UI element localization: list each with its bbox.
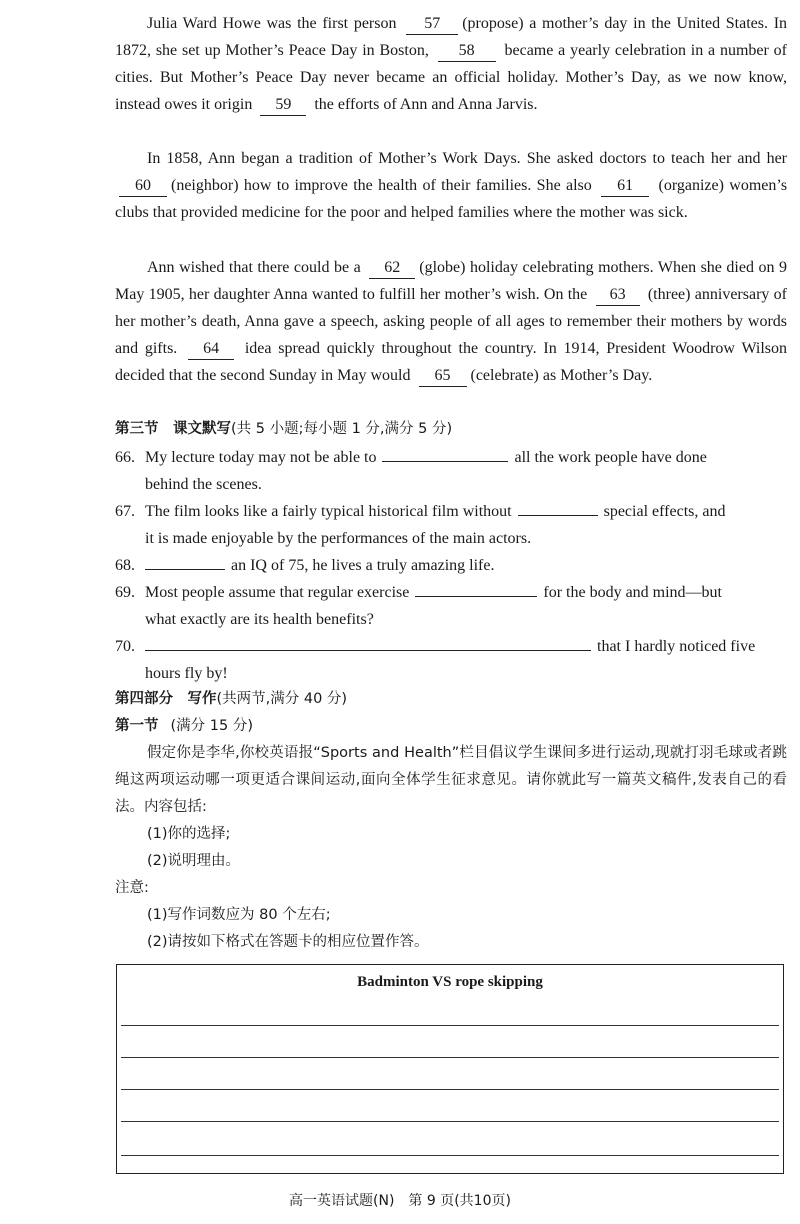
- question-number: 67.: [115, 503, 135, 520]
- writing-prompt: 假定你是李华,你校英语报“Sports and Health”栏目倡议学生课间多进行运动,现就打羽毛球或者跳绳这两项运动哪一项更适合课间运动,面向全体学生征求意见。请你就此写一篇英文稿件,发表自己的看法。内容包括:: [115, 745, 787, 815]
- writing-line: [121, 1155, 779, 1156]
- blank-62: 62: [369, 258, 415, 279]
- passage-paragraph-2: [115, 145, 787, 226]
- blank-65: 65: [419, 366, 467, 387]
- question-66: [115, 443, 787, 498]
- text: anniversary of her mother’s death, Anna gave a speech, asking people of all ages to remember their mothers by words and gifts.: [115, 286, 788, 357]
- writing-line: [121, 1121, 779, 1122]
- text: special effects, and: [603, 503, 726, 520]
- text-line-2: what exactly are its health benefits?: [145, 611, 374, 628]
- text: all the work people have done: [514, 449, 707, 466]
- text-line-2: it is made enjoyable by the performances of the main actors.: [145, 530, 532, 547]
- writing-line: [121, 1057, 779, 1058]
- title-text: 第三节 课文默写: [115, 421, 231, 437]
- answer-blank-70: [145, 632, 591, 651]
- text-line-2: hours fly by!: [145, 665, 228, 682]
- question-68: [115, 551, 787, 579]
- question-number: 69.: [115, 584, 135, 601]
- text-line-2: behind the scenes.: [145, 476, 262, 493]
- hint-57: (propose): [462, 15, 524, 32]
- passage-paragraph-3: [115, 254, 787, 389]
- title-note: (满分 15 分): [170, 718, 253, 734]
- question-number: 68.: [115, 557, 135, 574]
- writing-point-1: (1)你的选择;: [147, 826, 231, 842]
- writing-line: [121, 1025, 779, 1026]
- hint-63: (three): [647, 286, 691, 303]
- writing-line: [121, 1089, 779, 1090]
- notice-1: (1)写作词数应为 80 个左右;: [147, 907, 331, 923]
- notice-2: (2)请按如下格式在答题卡的相应位置作答。: [147, 934, 429, 950]
- answer-blank-67: [518, 497, 598, 516]
- blank-58: 58: [438, 41, 496, 62]
- passage-paragraph-1: [115, 10, 787, 118]
- text: as Mother’s Day.: [542, 367, 653, 384]
- text: holiday celebrating mothers. When she died on 9 May 1905, her daughter Anna wanted to fulfill her mother’s wish. On the: [115, 259, 788, 303]
- writing-point-2: (2)说明理由。: [147, 853, 241, 869]
- text: the efforts of Ann and Anna Jarvis.: [314, 96, 538, 113]
- hint-62: (globe): [419, 259, 466, 276]
- text: The film looks like a fairly typical historical film without: [145, 503, 512, 520]
- notice-label: 注意:: [115, 880, 149, 896]
- answer-blank-68: [145, 551, 225, 570]
- text: that I hardly noticed five: [597, 638, 756, 655]
- text: became a yearly celebration in a number of cities. But Mother’s Peace Day never became an official holiday. Mother’s Day, as we now know, instead owes it origin: [115, 42, 788, 113]
- text: an IQ of 75, he lives a truly amazing life.: [231, 557, 495, 574]
- blank-60: 60: [119, 176, 167, 197]
- text: In 1858, Ann began a tradition of Mother’s Work Days. She asked doctors to teach her and her: [147, 150, 787, 167]
- page-footer: 高一英语试题(N) 第 9 页(共10页): [289, 1193, 511, 1209]
- question-number: 66.: [115, 449, 135, 466]
- blank-61: 61: [601, 176, 649, 197]
- section-1-title: [115, 713, 253, 740]
- text: Ann wished that there could be a: [147, 259, 361, 276]
- text: Most people assume that regular exercise: [145, 584, 410, 601]
- answer-blank-69: [415, 578, 537, 597]
- title-note: (共两节,满分 40 分): [216, 691, 348, 707]
- answer-box-title: Badminton VS rope skipping: [357, 974, 543, 990]
- title-note: (共 5 小题;每小题 1 分,满分 5 分): [231, 421, 453, 437]
- text: My lecture today may not be able to: [145, 449, 377, 466]
- answer-blank-66: [382, 443, 508, 462]
- blank-59: 59: [260, 95, 306, 116]
- text: a mother’s day in the United States. In 1872, she set up Mother’s Peace Day in Boston,: [115, 15, 788, 59]
- hint-61: (organize): [658, 177, 724, 194]
- title-text: 第四部分 写作: [115, 691, 217, 707]
- blank-57: 57: [406, 14, 458, 35]
- blank-63: 63: [596, 285, 640, 306]
- question-69: [115, 578, 787, 633]
- hint-65: (celebrate): [470, 367, 539, 384]
- text: idea spread quickly throughout the country. In 1914, President Woodrow Wilson decided that the second Sunday in May would: [115, 340, 788, 384]
- text: Julia Ward Howe was the first person: [147, 15, 397, 32]
- section-3-title: [115, 416, 452, 443]
- text: how to improve the health of their families. She also: [243, 177, 592, 194]
- hint-60: (neighbor): [171, 177, 239, 194]
- question-number: 70.: [115, 638, 135, 655]
- text: for the body and mind—but: [543, 584, 722, 601]
- part-4-title: [115, 686, 347, 713]
- question-67: [115, 497, 787, 552]
- answer-box: [116, 964, 784, 1174]
- blank-64: 64: [188, 339, 234, 360]
- title-text: 第一节: [115, 718, 159, 734]
- question-70: [115, 632, 787, 687]
- text: women’s clubs that provided medicine for the poor and helped families where the mother was sick.: [115, 177, 788, 221]
